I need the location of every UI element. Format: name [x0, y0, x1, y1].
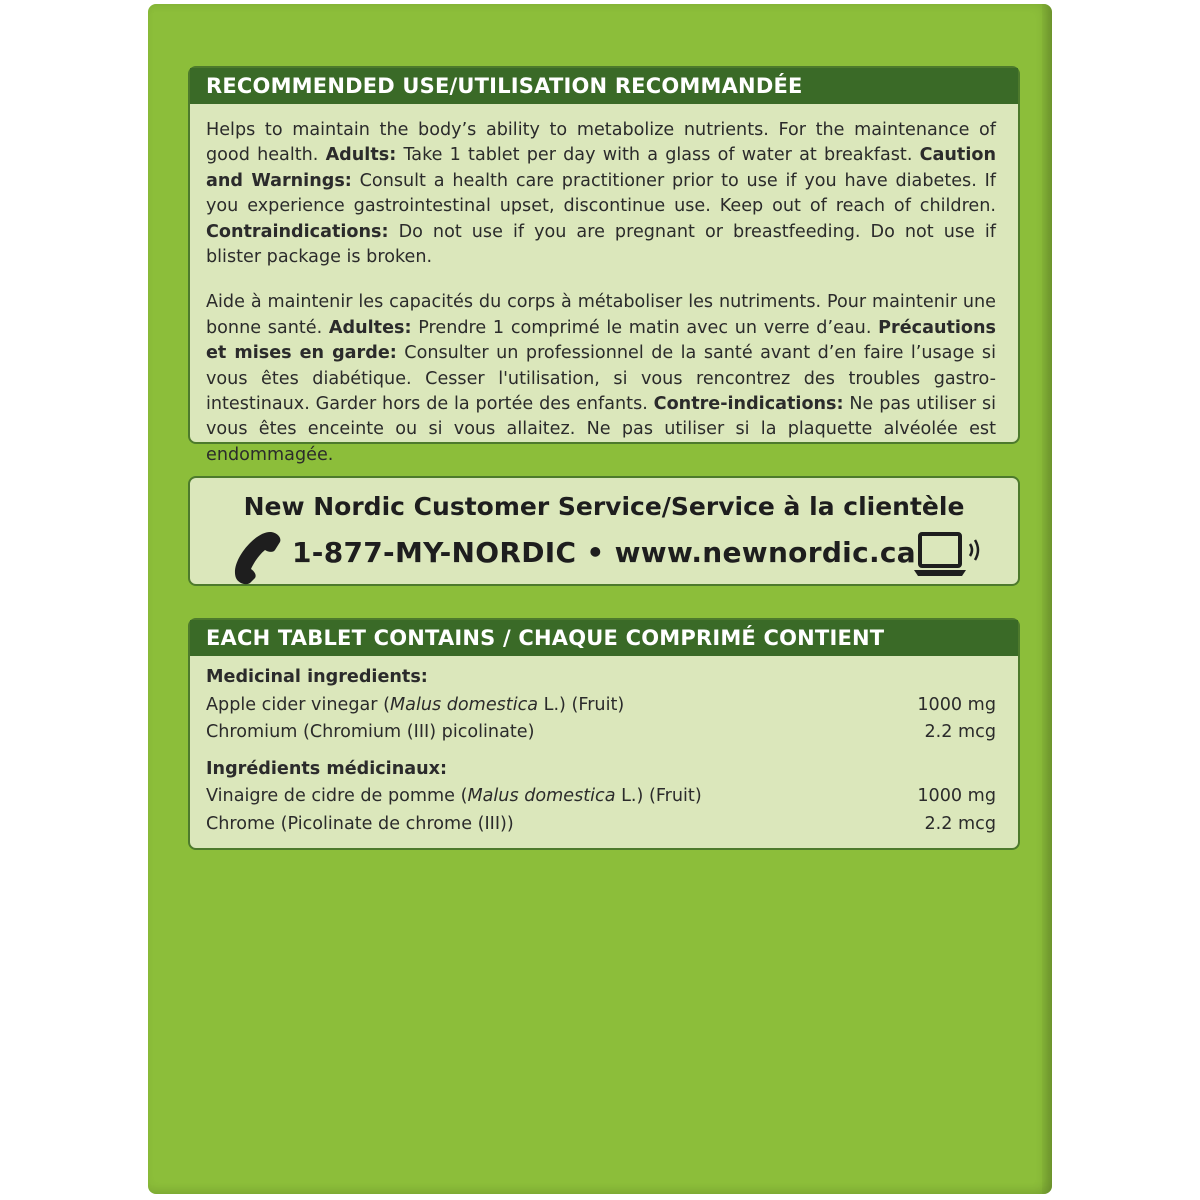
ingredients-panel: [188, 618, 1020, 850]
ingredients-body: [190, 656, 1018, 838]
ingredient-name: [206, 783, 702, 811]
ingredient-name-pre: Apple cider vinegar (: [206, 694, 390, 715]
box-side-edge: [1042, 4, 1052, 1194]
customer-service-title: New Nordic Customer Service/Service à la clientèle: [243, 492, 965, 521]
ingredient-row: [206, 719, 996, 747]
fr-caution-label: Précautions et mises en garde:: [206, 317, 996, 364]
ingredient-latin-name: Malus domestica: [389, 694, 539, 715]
customer-service-panel: [188, 476, 1020, 586]
ingredient-row: [206, 783, 996, 811]
en-caution-label: Caution and Warnings:: [206, 145, 996, 191]
ingredient-row: [206, 692, 996, 720]
ingredient-row: [206, 811, 996, 839]
fr-text-1: Aide à maintenir les capacités du corps à métaboliser les nutriments. Pour maintenir une bonne santé.: [206, 292, 996, 338]
ingredient-name-pre: Vinaigre de cidre de pomme (: [206, 786, 468, 806]
ingredient-amount: 1000 mg: [917, 786, 996, 806]
en-text-2: Take 1 tablet per day with a glass of water at breakfast.: [396, 145, 920, 166]
fr-adults-label: Adultes:: [328, 317, 412, 338]
en-adults-label: Adults:: [325, 145, 397, 166]
en-text-1: Helps to maintain the body’s ability to metabolize nutrients. For the maintenance of good health.: [206, 120, 996, 166]
ingredient-name: Chrome (Picolinate de chrome (III)): [206, 813, 514, 834]
ingredient-name-post: L.) (Fruit): [538, 694, 625, 715]
en-text-4: Do not use if you are pregnant or breastfeeding. Do not use if blister package is broken.: [206, 221, 996, 268]
ingredients-heading-en: Medicinal ingredients:: [206, 667, 428, 687]
ingredient-amount: 1000 mg: [917, 694, 996, 715]
fr-text-3: Consulter un professionnel de la santé avant d’en faire l’usage si vous êtes diabétique. Cesser l'utilisation, si vous rencontrez des troubles gastro-intestinaux. Garder hors de la portée des enfants.: [206, 343, 996, 415]
ingredient-amount: 2.2 mcg: [924, 813, 996, 834]
fr-text-2: Prendre 1 comprimé le matin avec un verre d’eau.: [411, 317, 879, 338]
ingredients-header: EACH TABLET CONTAINS / CHAQUE COMPRIMÉ CONTIENT: [190, 620, 1018, 656]
en-text-3: Consult a health care practitioner prior to use if you have diabetes. If you experience gastrointestinal upset, discontinue use. Keep out of reach of children.: [206, 170, 996, 217]
ingredient-amount: 2.2 mcg: [924, 722, 996, 742]
ingredients-heading-fr: Ingrédients médicinaux:: [206, 758, 448, 779]
ingredient-name: [206, 692, 624, 720]
contact-line[interactable]: 1-877-MY-NORDIC • www.newnordic.ca: [292, 536, 916, 569]
product-box-back: [148, 4, 1052, 1194]
fr-text-4: Ne pas utiliser si vous êtes enceinte ou si vous allaitez. Ne pas utiliser si la plaquette alvéolée est endommagée.: [206, 394, 996, 465]
recommended-use-header: RECOMMENDED USE/UTILISATION RECOMMANDÉE: [190, 68, 1018, 104]
en-contra-label: Contraindications:: [206, 221, 389, 242]
ingredient-name: Chromium (Chromium (III) picolinate): [206, 722, 535, 742]
laptop-icon: [912, 530, 988, 582]
recommended-use-french: [206, 290, 996, 468]
recommended-use-body: [190, 104, 1018, 468]
ingredient-name-post: L.) (Fruit): [615, 786, 702, 806]
recommended-use-panel: [188, 66, 1020, 465]
ingredient-latin-name: Malus domestica: [467, 786, 616, 806]
recommended-use-english: [206, 118, 996, 270]
fr-contra-label: Contre-indications:: [653, 394, 844, 415]
